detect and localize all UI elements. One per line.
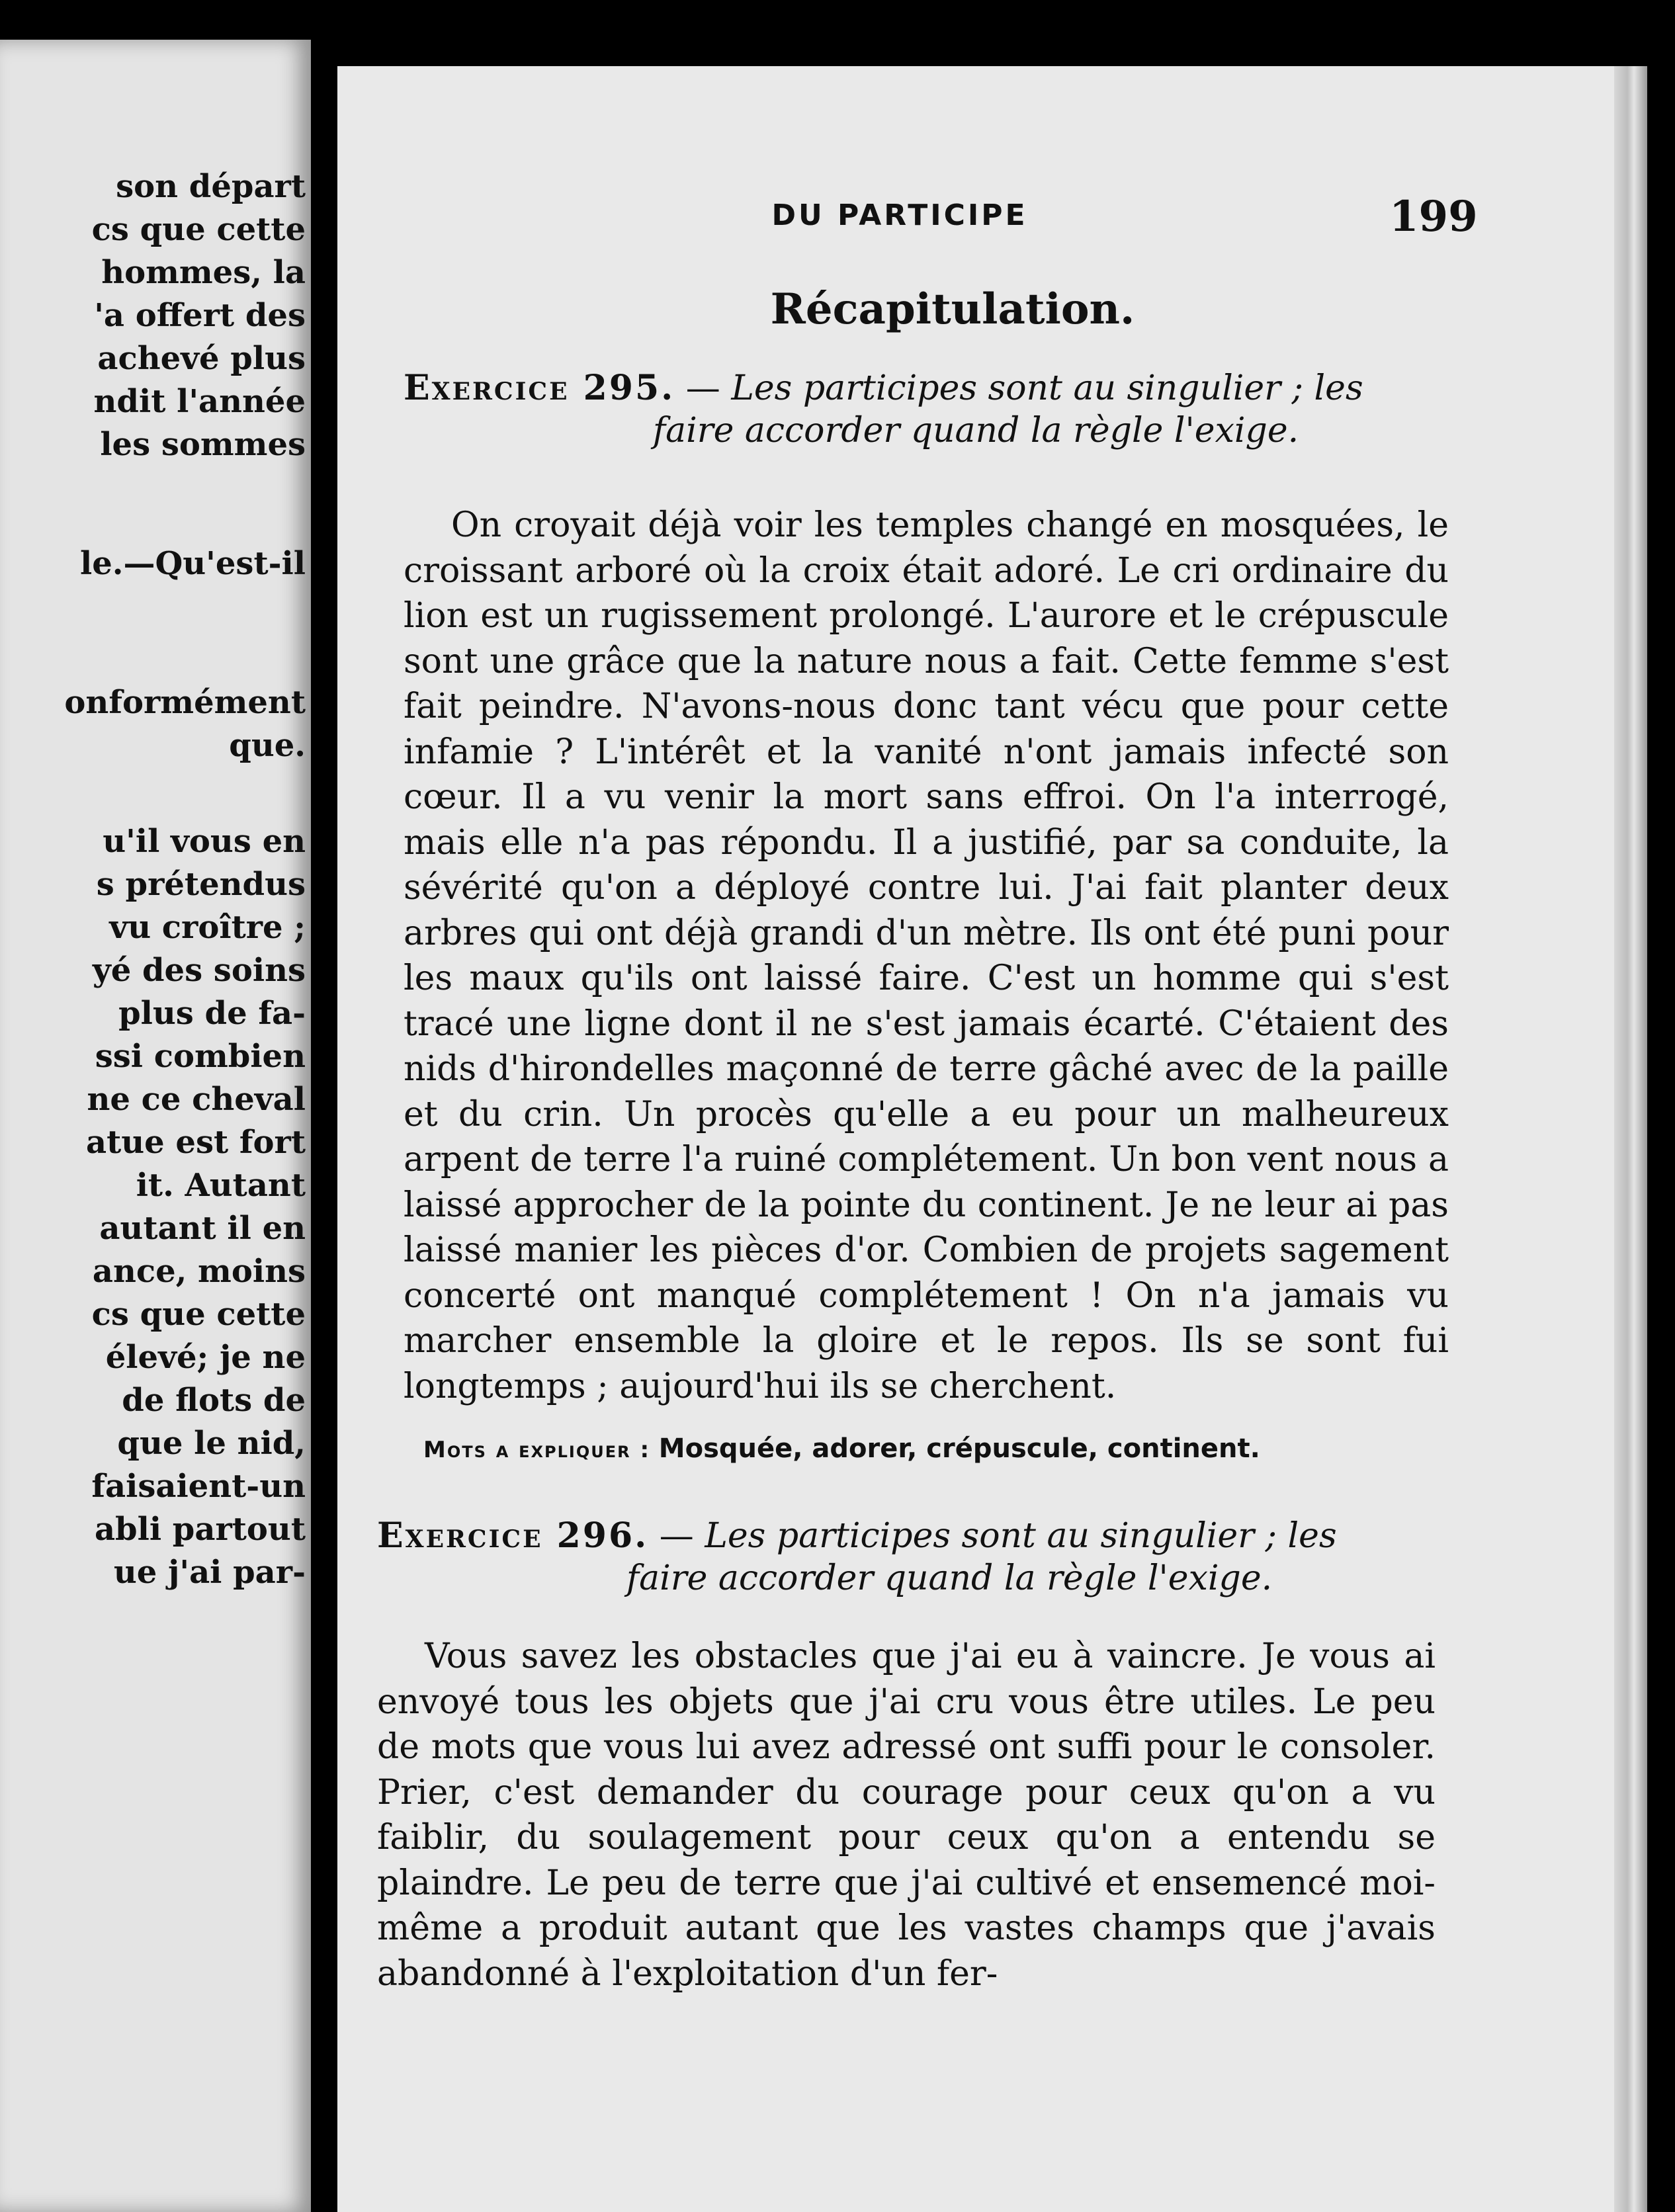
left-page-line: ndit l'année [93,383,306,420]
page-edge [1614,66,1647,2212]
vocabulary-line [423,1429,1449,1470]
vocabulary-label: Mots a expliquer : [423,1437,651,1463]
section-title: Récapitulation. [770,284,1135,334]
exercise-instruction: Les participes sont au singulier ; les [731,368,1363,408]
left-page-line: atue est fort [86,1124,306,1161]
exercise-paragraph: On croyait déjà voir les temples changé en mosquées, le croissant arboré où la croix était adoré. Le cri ordinaire du lion est un rugissement prolongé. L'aurore et le crépuscule sont une grâce que la nature nous a fait. Cette femme s'est fait peindre. N'avons-nous donc tant vécu que pour cette infamie ? L'intérêt et la vanité n'ont jamais infecté son cœur. Il a vu venir la mort sans effroi. On l'a interrogé, mais elle n'a pas répondu. Il a justifié, par sa conduite, la sévérité qu'on a déployé contre lui. J'ai fait planter deux arbres qui ont déjà grandi d'un mètre. Ils ont été puni pour les maux qu'ils ont laissé faire. C'est un homme qui s'est tracé une ligne dont il ne s'est jamais écarté. C'étaient des nids d'hirondelles maçonné de terre gâché avec de la paille et du crin. Un procès qu'elle a eu pour un malheureux arpent de terre l'a ruiné complétement. Un bon vent nous a laissé approcher de la pointe du continent. Je ne leur ai pas laissé manier les pièces d'or. Combien de projets sagement concerté ont manqué complétement ! On n'a jamais vu marcher ensemble la gloire et le repos. Ils se sont fui longtemps ; aujourd'hui ils se cherchent. [404,505,1449,1406]
left-page-line: cs que cette [91,1296,306,1333]
left-page-line: abli partout [94,1511,306,1548]
left-page-line: onformément [64,684,306,721]
left-page-line: les sommes [100,426,306,463]
left-page-line: de flots de [122,1382,306,1419]
exercise-296-text [377,1634,1436,1996]
left-page-line: plus de fa- [118,995,306,1032]
right-page [337,66,1647,2212]
page-number: 199 [1389,192,1478,241]
left-page-line: cs que cette [91,211,306,248]
left-page-line: s prétendus [96,866,306,903]
left-page-line: autant il en [99,1210,306,1247]
exercise-295-text [404,503,1449,1409]
exercise-label: Exercice 296. [377,1515,649,1556]
exercise-label: Exercice 295. [404,368,675,408]
left-page-line: ue j'ai par- [113,1554,306,1591]
exercise-paragraph: Vous savez les obstacles que j'ai eu à vaincre. Je vous ai envoyé tous les objets que j'ai cru vous être utiles. Le peu de mots que vous lui avez adressé ont suffi pour le consoler. Prier, c'est demander du courage pour ceux qu'on a vu faiblir, du soulagement pour ceux qu'on a entendu se plaindre. Le peu de terre que j'ai cultivé et ensemencé moi-même a produit autant que les vastes champs que j'avais abandonné à l'exploitation d'un fer- [377,1637,1436,1994]
left-page-line: achevé plus [97,340,306,377]
exercise-instruction-cont: faire accorder quand la règle l'exige. [652,411,1299,450]
left-page-line: 'a offert des [94,297,306,334]
exercise-295-heading: Exercice 295. — Les participes sont au singulier ; les faire accorder quand la règle l'exige. [404,367,1442,452]
left-page-line: que le nid, [117,1425,306,1462]
left-page-line: que. [229,727,306,764]
exercise-instruction-cont: faire accorder quand la règle l'exige. [626,1558,1273,1598]
left-page-line: ssi combien [95,1038,306,1075]
left-page-line: le.—Qu'est-il [79,545,306,582]
left-page-line: hommes, la [101,254,306,291]
left-page-line: yé des soins [92,952,306,989]
book-gutter [311,0,337,2212]
left-page-line: it. Autant [136,1167,306,1204]
exercise-instruction: Les participes sont au singulier ; les [705,1516,1337,1556]
vocabulary-words: Mosquée, adorer, crépuscule, continent. [658,1433,1260,1464]
left-page-line: u'il vous en [103,823,306,860]
left-page-line: ne ce cheval [87,1081,306,1118]
left-page-line: vu croître ; [109,909,306,946]
left-page-line: élevé; je ne [105,1339,306,1376]
left-page-line: son départ [116,168,306,205]
left-page-fragment [0,40,311,2212]
running-head: DU PARTICIPE [771,198,1028,232]
left-page-line: faisaient-un [91,1468,306,1505]
exercise-296-heading: Exercice 296. — Les participes sont au singulier ; les faire accorder quand la règle l'exige. [377,1515,1416,1599]
left-page-line: ance, moins [92,1253,306,1290]
